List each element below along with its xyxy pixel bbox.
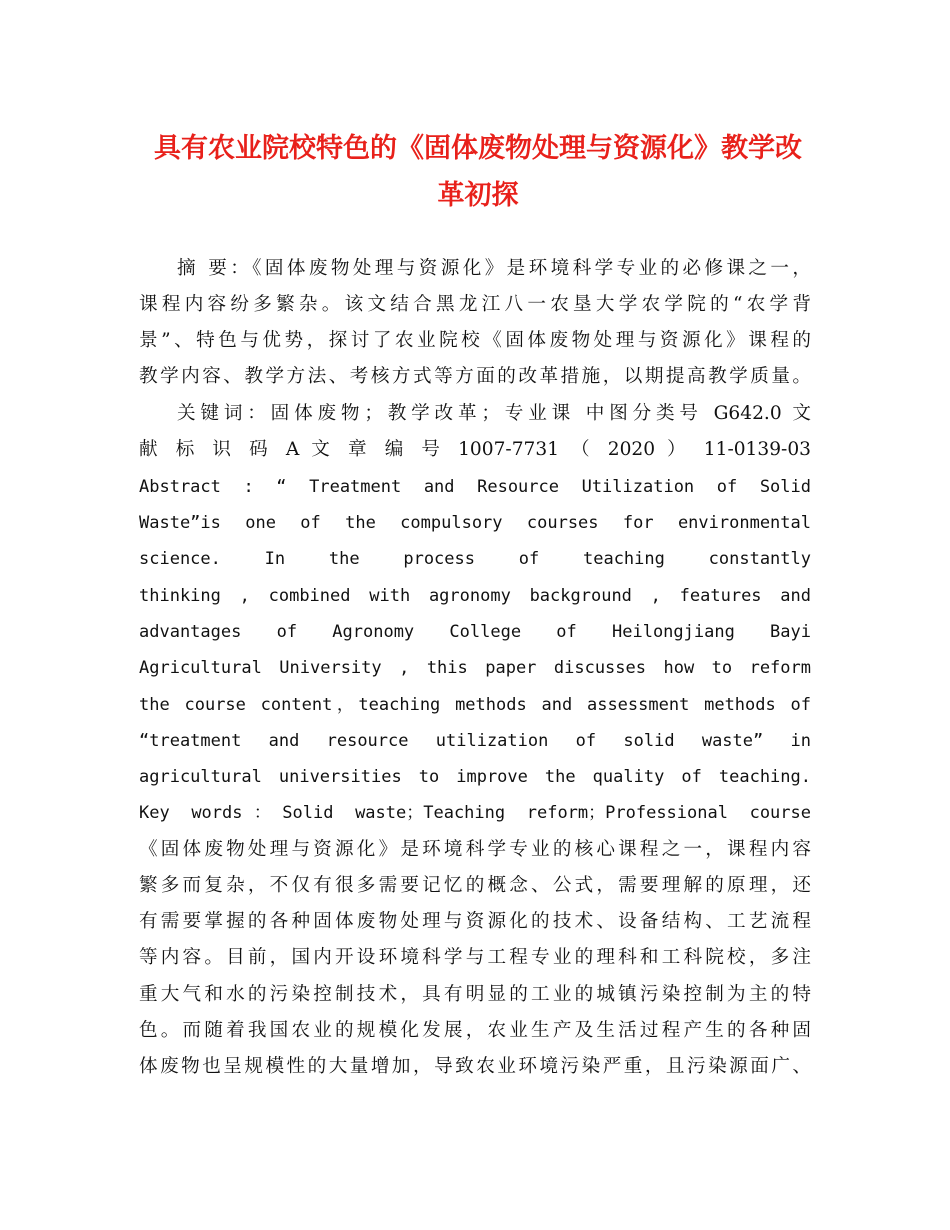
- abstract-en-line: Agricultural University , this paper discusses how to reform: [139, 658, 811, 678]
- abstract-cn-line: 摘 要：《固体废物处理与资源化》是环境科学专业的必修课之一，: [177, 258, 811, 279]
- abstract-en-line: science. In the process of teaching constantly: [139, 549, 811, 569]
- abstract-cn-line: 教学内容、教学方法、考核方式等方面的改革措施，以期提高教学质量。: [139, 366, 811, 387]
- abstract-cn-line: 景”、特色与优势，探讨了农业院校《固体废物处理与资源化》课程的: [139, 330, 811, 351]
- document-title-line-2: 革初探: [437, 180, 519, 211]
- abstract-en-line: advantages of Agronomy College of Heilongjiang Bayi: [139, 622, 811, 642]
- abstract-en-line: thinking , combined with agronomy background , features and: [139, 586, 811, 606]
- body-line: 体废物也呈规模性的大量增加，导致农业环境污染严重，且污染源面广、: [139, 1056, 811, 1077]
- body-line: 色。而随着我国农业的规模化发展，农业生产及生活过程产生的各种固: [139, 1020, 811, 1041]
- abstract-en-line: Waste”is one of the compulsory courses for environmental: [139, 513, 811, 533]
- body-line: 有需要掌握的各种固体废物处理与资源化的技术、设备结构、工艺流程: [139, 911, 811, 932]
- body-line: 重大气和水的污染控制技术，具有明显的工业的城镇污染控制为主的特: [139, 984, 811, 1005]
- body-line: 繁多而复杂，不仅有很多需要记忆的概念、公式，需要理解的原理，还: [139, 875, 811, 896]
- body-line: 《固体废物处理与资源化》是环境科学专业的核心课程之一，课程内容: [139, 839, 811, 860]
- abstract-en-line: the course content，teaching methods and assessment methods of: [139, 695, 811, 715]
- document-title-line-1: 具有农业院校特色的《固体废物处理与资源化》教学改: [154, 133, 802, 164]
- keywords-cn-line: 关键词：固体废物；教学改革；专业课 中图分类号 G642.0 文: [177, 403, 811, 424]
- abstract-cn-line: 课程内容纷多繁杂。该文结合黑龙江八一农垦大学农学院的“农学背: [139, 294, 811, 315]
- abstract-en-line: “treatment and resource utilization of solid waste” in: [139, 731, 811, 751]
- abstract-en-line: Abstract : “ Treatment and Resource Utilization of Solid: [139, 477, 811, 497]
- keywords-en-line: Key words：Solid waste；Teaching reform；Professional course: [139, 803, 811, 823]
- classification-line: 献 标 识 码 A 文 章 编 号 1007-7731 （ 2020 ） 11-0139-03: [139, 439, 811, 460]
- abstract-en-line: agricultural universities to improve the quality of teaching.: [139, 767, 811, 787]
- body-line: 等内容。目前，国内开设环境科学与工程专业的理科和工科院校，多注: [139, 947, 811, 968]
